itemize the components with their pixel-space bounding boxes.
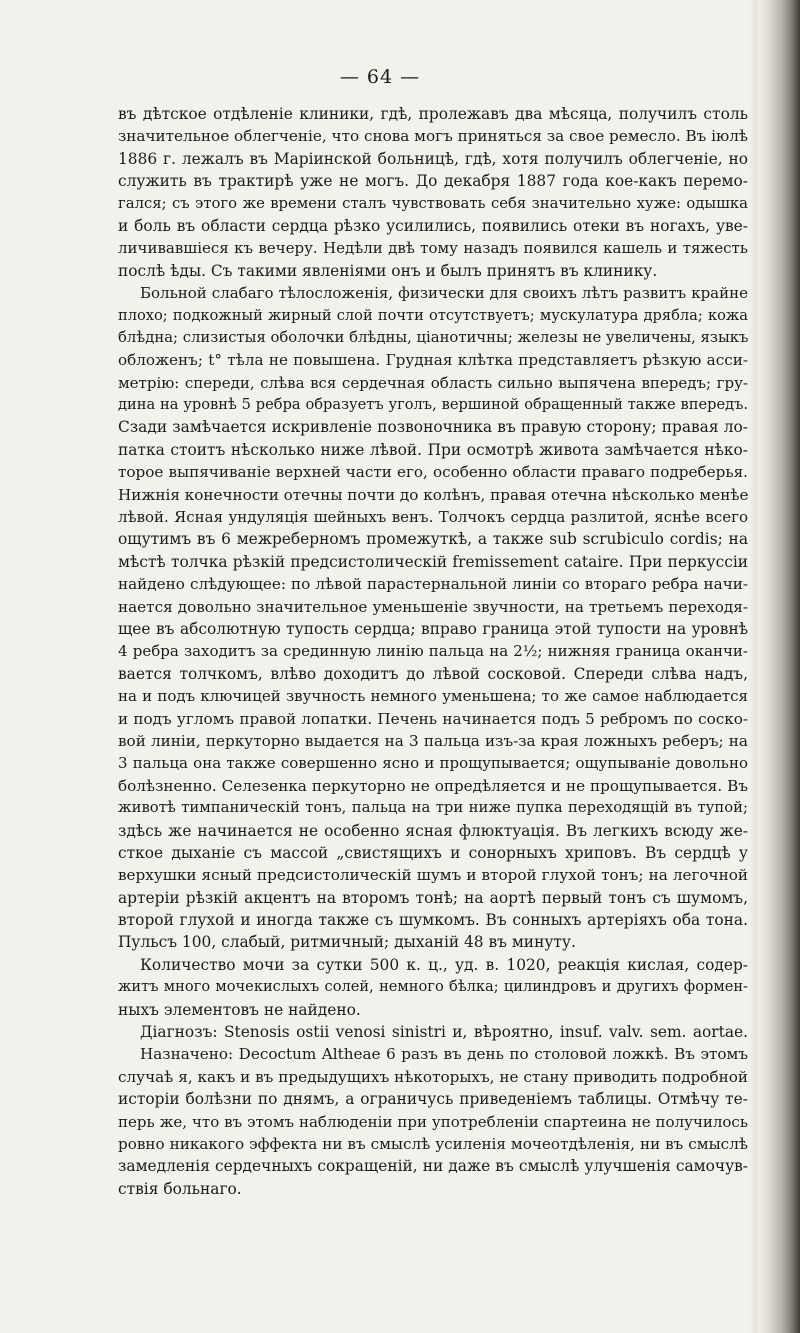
text-line: ощутимъ въ 6 межреберномъ промежуткѣ, а также sub scrubiculo cordis; на — [118, 530, 748, 549]
text-line: артеріи рѣзкій акцентъ на второмъ тонѣ; на аортѣ первый тонъ съ шумомъ, — [118, 888, 748, 907]
text-line: второй глухой и иногда также съ шумкомъ. Въ сонныхъ артеріяхъ оба тона. — [118, 911, 748, 930]
text-line: Больной слабаго тѣлосложенія, физически для своихъ лѣтъ развитъ крайне — [140, 284, 748, 303]
text-line: личивавшіеся къ вечеру. Недѣли двѣ тому назадъ появился кашель и тяжесть — [118, 239, 748, 258]
text-line: послѣ ѣды. Съ такими явленіями онъ и былъ принятъ въ клинику. — [118, 261, 658, 280]
text-line: и подъ угломъ правой лопатки. Печень начинается подъ 5 ребромъ по соско- — [118, 709, 748, 728]
text-line: торое выпячиваніе верхней части его, особенно области праваго подреберья. — [118, 463, 748, 482]
text-line: Количество мочи за сутки 500 к. ц., уд. в. 1020, реакція кислая, содер- — [140, 955, 748, 974]
text-line: болѣзненно. Селезенка перкуторно не опредѣляется и не прощупывается. Въ — [118, 776, 748, 795]
page-number-header: — 64 — — [339, 66, 421, 88]
text-line: ныхъ элементовъ не найдено. — [118, 1000, 361, 1019]
text-line: Сзади замѣчается искривленіе позвоночника въ правую сторону; правая ло- — [118, 418, 748, 437]
text-line: замедленія сердечныхъ сокращеній, ни даже въ смыслѣ улучшенія самочув- — [118, 1157, 748, 1176]
text-line: ровно никакого эффекта ни въ смыслѣ усиленія мочеотдѣленія, ни въ смыслѣ — [118, 1134, 748, 1153]
text-line: обложенъ; t° тѣла не повышена. Грудная клѣтка представляетъ рѣзкую асси- — [118, 351, 748, 370]
text-line: сткое дыханіе съ массой „свистящихъ и сонорныхъ хриповъ. Въ сердцѣ у — [118, 843, 748, 862]
text-line: животѣ тимпаническій тонъ, пальца на три ниже пупка переходящій въ тупой; — [118, 799, 748, 817]
text-line: на и подъ ключицей звучность немного уменьшена; то же самое наблюдается — [118, 687, 748, 706]
text-line: мѣстѣ толчка рѣзкій предсистолическій fremissement cataire. При перкуссіи — [118, 552, 748, 571]
text-line: 3 пальца она также совершенно ясно и прощупывается; ощупываніе довольно — [118, 754, 748, 773]
text-line: въ дѣтское отдѣленіе клиники, гдѣ, пролежавъ два мѣсяца, получилъ столь — [118, 105, 748, 123]
text-line: лѣвой. Ясная ундуляція шейныхъ венъ. Толчокъ сердца разлитой, яснѣе всего — [118, 508, 748, 527]
text-line: Пульсъ 100, слабый, ритмичный; дыханій 48 въ минуту. — [118, 933, 576, 952]
body-text — [118, 103, 748, 1200]
text-line: и боль въ области сердца рѣзко усилились, появились отеки въ ногахъ, уве- — [118, 216, 748, 235]
text-line: значительное облегченіе, что снова могъ приняться за свое ремесло. Въ іюлѣ — [118, 127, 749, 146]
text-line: щее въ абсолютную тупость сердца; вправо граница этой тупости на уровнѣ — [118, 619, 748, 638]
text-line: вой линіи, перкуторно выдается на 3 пальца изъ-за края ложныхъ реберъ; на — [118, 731, 748, 750]
text-line: вается толчкомъ, влѣво доходитъ до лѣвой сосковой. Спереди слѣва надъ, — [118, 664, 748, 683]
text-line: 1886 г. лежалъ въ Маріинской больницѣ, гдѣ, хотя получилъ облегченіе, но — [118, 149, 748, 168]
text-line: здѣсь же начинается не особенно ясная флюктуація. Въ легкихъ всюду же- — [118, 821, 748, 840]
book-spine-edge — [758, 0, 800, 1333]
text-line: перь же, что въ этомъ наблюденіи при употребленіи спартеина не получилось — [118, 1112, 748, 1131]
text-line: блѣдна; слизистыя оболочки блѣдны, ціанотичны; железы не увеличены, языкъ — [118, 328, 749, 346]
text-line: метрію: спереди, слѣва вся сердечная область сильно выпячена впередъ; гру- — [118, 373, 748, 392]
text-line: житъ много мочекислыхъ солей, немного бѣлка; цилиндровъ и другихъ формен- — [118, 978, 748, 996]
text-line: ствія больнаго. — [118, 1179, 242, 1198]
text-line: Діагнозъ: Stenosis ostii venosi sinistri и, вѣроятно, insuf. valv. sem. aortae. — [140, 1023, 748, 1042]
text-line: случаѣ я, какъ и въ предыдущихъ нѣкоторыхъ, не стану приводить подробной — [118, 1067, 748, 1086]
text-line: 4 ребра заходитъ за срединную линію пальца на 2½; нижняя граница оканчи- — [118, 642, 748, 661]
text-line: исторіи болѣзни по днямъ, а ограничусь приведеніемъ таблицы. Отмѣчу те- — [118, 1090, 748, 1109]
text-line: нается довольно значительное уменьшеніе звучности, на третьемъ переходя- — [118, 597, 748, 616]
text-line: служить въ трактирѣ уже не могъ. До декабря 1887 года кое-какъ перемо- — [118, 172, 748, 191]
text-line: Назначено: Decoctum Altheae 6 разъ въ день по столовой ложкѣ. Въ этомъ — [140, 1045, 748, 1064]
text-line: верхушки ясный предсистолическій шумъ и второй глухой тонъ; на легочной — [118, 866, 748, 885]
text-line: Нижнія конечности отечны почти до колѣнъ, правая отечна нѣсколько менѣе — [118, 485, 749, 504]
text-line: плохо; подкожный жирный слой почти отсутствуетъ; мускулатура дрябла; кожа — [118, 306, 748, 324]
text-line: найдено слѣдующее: по лѣвой парастернальной линіи со втораго ребра начи- — [118, 575, 748, 594]
page-fold-shadow — [748, 0, 758, 1333]
text-line: дина на уровнѣ 5 ребра образуетъ уголъ, вершиной обращенный также впередъ. — [118, 396, 748, 414]
text-line: гался; съ этого же времени сталъ чувствовать себя значительно хуже: одышка — [118, 194, 748, 212]
text-line: патка стоитъ нѣсколько ниже лѣвой. При осмотрѣ живота замѣчается нѣко- — [118, 440, 748, 459]
